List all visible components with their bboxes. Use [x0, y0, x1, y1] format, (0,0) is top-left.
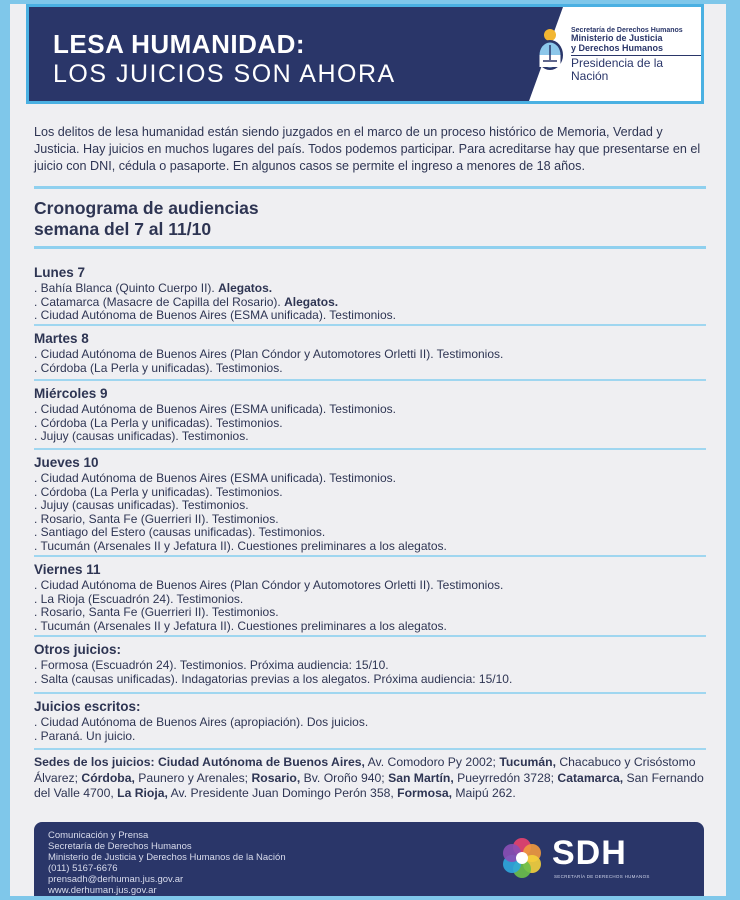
- hearing-item: [34, 620, 714, 634]
- sede-city: Catamarca,: [557, 770, 624, 785]
- hearing-text: . Catamarca (Masacre de Capilla del Rosario).: [34, 294, 285, 309]
- gov-derechos: y Derechos Humanos: [571, 42, 664, 53]
- hearing-text: . Formosa (Escuadrón 24). Testimonios. Próxima audiencia: 15/10.: [34, 658, 389, 672]
- hearing-item: [34, 579, 714, 593]
- hearing-text: . Jujuy (causas unificadas). Testimonios.: [34, 429, 249, 444]
- cronograma-line-2: semana del 7 al 11/10: [34, 219, 212, 239]
- hearing-text: . La Rioja (Escuadrón 24). Testimonios.: [34, 591, 244, 606]
- hearing-text: . Ciudad Autónoma de Buenos Aires (ESMA unificada). Testimonios.: [34, 471, 396, 485]
- sdh-logo-subtitle: SECRETARÍA DE DERECHOS HUMANOS: [554, 874, 650, 879]
- schedule-section: [34, 330, 714, 375]
- header-banner: [26, 4, 704, 104]
- sede-address: Paunero y Arenales;: [134, 770, 252, 785]
- hearing-text: . Ciudad Autónoma de Buenos Aires (ESMA unificada). Testimonios.: [34, 402, 396, 416]
- hearing-item: [34, 540, 714, 554]
- footer-website: www.derhuman.jus.gov.ar: [48, 885, 157, 896]
- hearing-stage: Alegatos.: [218, 281, 273, 295]
- hearing-text: . Paraná. Un juicio.: [34, 728, 136, 743]
- intro-paragraph: Los delitos de lesa humanidad están siendo juzgados en el marco de un proceso histórico de Memoria, Verdad y Justicia. Hay juicios en muchos lugares del país. Todos podemos participar. Para acreditarse hay que presentarse en el juicio con DNI, cédula o pasaporte. En algunos casos se permite el ingreso a menores de 18 años.: [34, 125, 701, 173]
- hearing-text: . Santiago del Estero (causas unificadas). Testimonios.: [34, 525, 326, 540]
- divider: [34, 635, 706, 637]
- divider: [34, 246, 706, 249]
- hearing-stage: Alegatos.: [284, 294, 339, 309]
- coat-of-arms-icon: [534, 27, 566, 73]
- sedes-paragraph: [34, 755, 714, 802]
- schedule-section: [34, 264, 714, 323]
- sede-address: Pueyrredón 3728;: [453, 770, 558, 785]
- day-heading: Martes 8: [34, 331, 89, 346]
- schedule-section: [34, 698, 714, 743]
- hearing-text: . Ciudad Autónoma de Buenos Aires (Plan Cóndor y Automotores Orletti II). Testimonios.: [34, 578, 504, 592]
- hearing-item: [34, 673, 714, 687]
- hearing-item: [34, 716, 714, 730]
- title-line-1: LESA HUMANIDAD:: [53, 29, 306, 59]
- hearing-text: . Bahía Blanca (Quinto Cuerpo II).: [34, 281, 219, 295]
- hearing-text: . Rosario, Santa Fe (Guerrieri II). Testimonios.: [34, 511, 279, 526]
- hearing-item: [34, 730, 714, 744]
- sede-address: Av. Comodoro Py 2002;: [364, 755, 500, 769]
- hearing-text: . Córdoba (La Perla y unificadas). Testimonios.: [34, 360, 283, 375]
- hearing-text: . Tucumán (Arsenales II y Jefatura II). Cuestiones preliminares a los alegatos.: [34, 618, 447, 633]
- hearing-text: . Tucumán (Arsenales II y Jefatura II). Cuestiones preliminares a los alegatos.: [34, 538, 447, 553]
- hearing-item: [34, 472, 714, 486]
- sede-city: Formosa,: [397, 786, 453, 800]
- footer-line: (011) 5167-6676: [48, 863, 118, 874]
- hearing-item: [34, 417, 714, 431]
- hearing-text: . Córdoba (La Perla y unificadas). Testimonios.: [34, 415, 283, 430]
- divider: [34, 555, 706, 557]
- hearing-item: [34, 659, 714, 673]
- hearing-item: [34, 486, 714, 500]
- hearing-text: . Ciudad Autónoma de Buenos Aires (ESMA unificada). Testimonios.: [34, 308, 396, 323]
- hearing-item: [34, 282, 714, 296]
- cronograma-line-1: Cronograma de audiencias: [34, 198, 259, 218]
- footer-contact: [48, 830, 286, 896]
- hearing-text: . Ciudad Autónoma de Buenos Aires (Plan Cóndor y Automotores Orletti II). Testimonios.: [34, 347, 504, 361]
- footer-line: Comunicación y Prensa: [48, 830, 149, 841]
- hearing-text: . Rosario, Santa Fe (Guerrieri II). Testimonios.: [34, 605, 279, 620]
- hearing-item: [34, 296, 714, 310]
- sdh-flower-icon: [500, 836, 544, 880]
- sede-address: Maipú 262.: [452, 786, 516, 800]
- schedule-section: [34, 641, 714, 686]
- hearing-item: [34, 526, 714, 540]
- hearing-item: [34, 606, 714, 620]
- gov-secretaria: Secretaría de Derechos Humanos: [571, 27, 683, 34]
- sdh-logo-text: SDH: [552, 834, 627, 872]
- hearing-item: [34, 348, 714, 362]
- hearing-text: . Ciudad Autónoma de Buenos Aires (apropiación). Dos juicios.: [34, 715, 369, 729]
- sede-city: La Rioja,: [117, 786, 168, 800]
- divider: [34, 692, 706, 694]
- day-heading: Otros juicios:: [34, 642, 122, 657]
- sede-address: Chacabuco y Crisóstomo Álvarez;: [34, 755, 696, 785]
- divider: [34, 186, 706, 189]
- gov-ministerio: Ministerio de Justicia: [571, 33, 663, 44]
- footer-line: Secretaría de Derechos Humanos: [48, 841, 192, 852]
- day-heading: Lunes 7: [34, 265, 86, 280]
- sede-city: Rosario,: [251, 770, 301, 785]
- footer-email: prensadh@derhuman.jus.gov.ar: [48, 874, 184, 885]
- divider: [34, 448, 706, 450]
- schedule-section: [34, 561, 714, 633]
- hearing-text: . Jujuy (causas unificadas). Testimonios.: [34, 498, 249, 513]
- footer-line: Ministerio de Justicia y Derechos Humanos de la Nación: [48, 852, 286, 863]
- schedule-section: [34, 385, 714, 444]
- footer: [34, 822, 704, 896]
- sede-city: San Martín,: [388, 770, 454, 785]
- schedule-section: [34, 454, 714, 554]
- hearing-text: . Salta (causas unificadas). Indagatorias previas a los alegatos. Próxima audiencia: 15/10.: [34, 671, 513, 686]
- day-heading: Juicios escritos:: [34, 699, 141, 714]
- hearing-item: [34, 309, 714, 323]
- hearing-item: [34, 403, 714, 417]
- hearing-item: [34, 430, 714, 444]
- government-logo: [571, 27, 701, 82]
- hearing-item: [34, 362, 714, 376]
- hearing-item: [34, 499, 714, 513]
- sede-address: San Fernando del Valle 4700,: [34, 770, 704, 800]
- title-line-2: LOS JUICIOS SON AHORA: [53, 60, 396, 88]
- divider: [34, 324, 706, 326]
- sede-address: Bv. Oroño 940;: [300, 770, 389, 785]
- cronograma-heading: [34, 198, 259, 240]
- hearing-item: [34, 513, 714, 527]
- sede-city: Córdoba,: [81, 770, 135, 785]
- sede-city: Tucumán,: [499, 755, 556, 769]
- day-heading: Miércoles 9: [34, 386, 108, 401]
- sede-city: Sedes de los juicios: Ciudad Autónoma de Buenos Aires,: [34, 755, 365, 769]
- day-heading: Jueves 10: [34, 455, 99, 470]
- day-heading: Viernes 11: [34, 562, 101, 577]
- hearing-item: [34, 593, 714, 607]
- sede-address: Av. Presidente Juan Domingo Perón 358,: [167, 786, 398, 800]
- divider: [34, 379, 706, 381]
- gov-presidencia: Presidencia de la Nación: [571, 55, 701, 82]
- divider: [34, 748, 706, 750]
- hearing-text: . Córdoba (La Perla y unificadas). Testimonios.: [34, 484, 283, 499]
